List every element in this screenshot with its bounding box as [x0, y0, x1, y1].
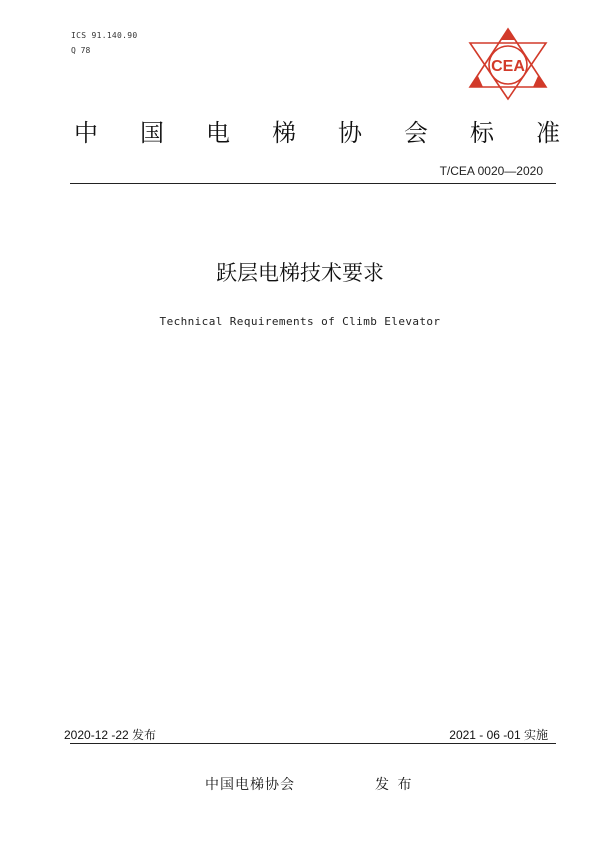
- doc-type-char: 电: [206, 119, 230, 147]
- doc-type-char: 标: [470, 119, 494, 147]
- cea-logo: [468, 27, 548, 101]
- bottom-divider: [70, 743, 556, 744]
- doc-type-char: 梯: [272, 119, 296, 147]
- implementation-date: 2021 - 06 -01 实施: [449, 728, 548, 742]
- publish-label: 发 布: [375, 777, 414, 793]
- publisher-name: 中国电梯协会: [205, 777, 295, 793]
- title-chinese: 跃层电梯技术要求: [216, 261, 384, 285]
- logo-text: CEA: [491, 58, 525, 75]
- top-divider: [70, 183, 556, 184]
- doc-type-char: 国: [140, 119, 164, 147]
- standard-number: T/CEA 0020—2020: [439, 164, 543, 178]
- ccs-code: Q 78: [71, 46, 91, 55]
- doc-type-char: 中: [74, 119, 98, 147]
- doc-type-char: 协: [338, 119, 362, 147]
- doc-type-char: 准: [536, 119, 560, 147]
- ics-code: ICS 91.140.90: [71, 31, 138, 40]
- doc-type-char: 会: [404, 119, 428, 147]
- document-type-heading: [74, 113, 560, 148]
- issue-date: 2020-12 -22 发布: [64, 728, 157, 742]
- title-english: Technical Requirements of Climb Elevator: [159, 315, 441, 328]
